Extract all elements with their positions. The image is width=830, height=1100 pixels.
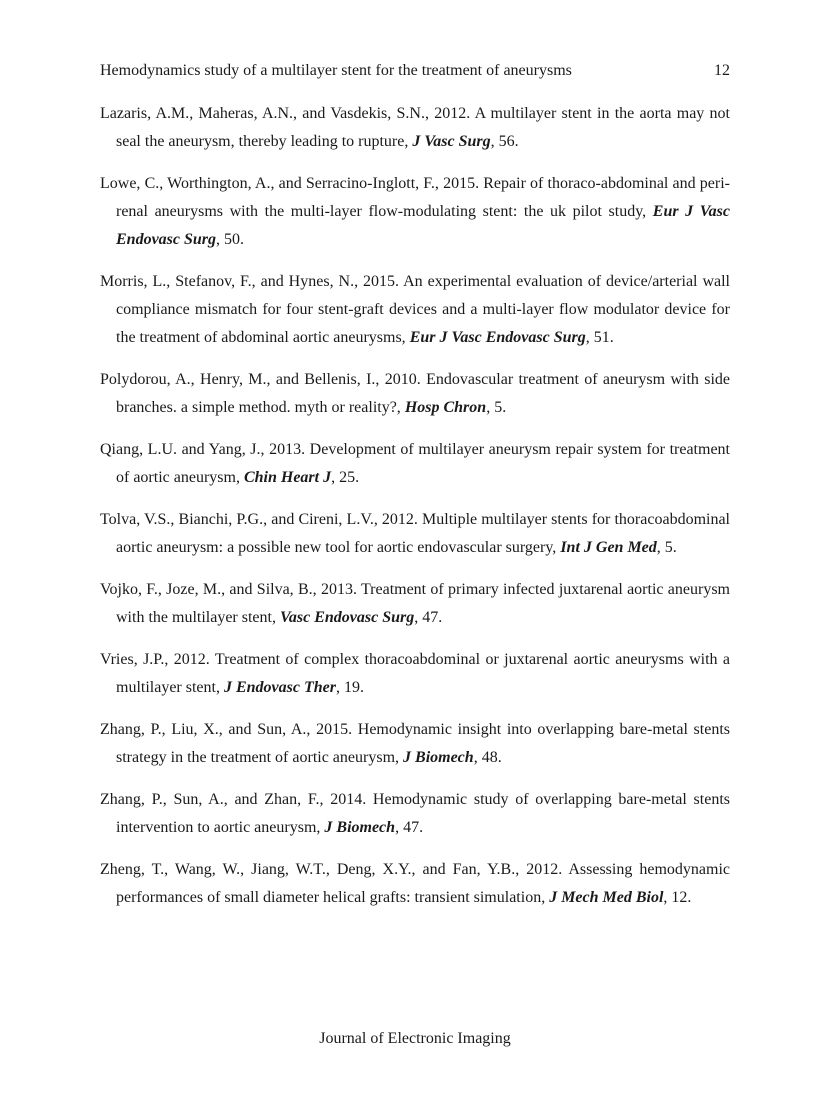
reference-journal: J Biomech xyxy=(403,749,474,766)
reference-volume: , 47. xyxy=(395,819,424,836)
reference-journal: J Vasc Surg xyxy=(412,133,491,150)
reference-text: Morris, L., Stefanov, F., and Hynes, N., 2015. An experimental evaluation of device/arterial wall compliance mismatch for four stent-graft devices and a multi-layer flow modulator device for the treatment of abdominal aortic aneurysms, xyxy=(100,273,730,346)
reference-item xyxy=(100,856,730,912)
reference-journal: Hosp Chron xyxy=(404,399,487,416)
reference-item xyxy=(100,786,730,842)
page-number: 12 xyxy=(714,62,730,79)
footer-journal-name: Journal of Electronic Imaging xyxy=(319,1030,511,1047)
reference-text: Zhang, P., Liu, X., and Sun, A., 2015. Hemodynamic insight into overlapping bare-metal stents strategy in the treatment of aortic aneurysm, xyxy=(100,721,730,766)
reference-item xyxy=(100,716,730,772)
reference-text: Vojko, F., Joze, M., and Silva, B., 2013. Treatment of primary infected juxtarenal aortic aneurysm with the multilayer stent, xyxy=(100,581,730,626)
reference-item xyxy=(100,646,730,702)
reference-journal: J Mech Med Biol xyxy=(549,889,664,906)
reference-item xyxy=(100,506,730,562)
reference-text: Polydorou, A., Henry, M., and Bellenis, I., 2010. Endovascular treatment of aneurysm with side branches. a simple method. myth or reality?, xyxy=(100,371,730,416)
reference-journal: J Biomech xyxy=(324,819,396,836)
header-title: Hemodynamics study of a multilayer stent for the treatment of aneurysms xyxy=(100,62,572,79)
reference-item xyxy=(100,170,730,254)
reference-text: Zheng, T., Wang, W., Jiang, W.T., Deng, X.Y., and Fan, Y.B., 2012. Assessing hemodynamic performances of small diameter helical grafts: transient simulation, xyxy=(100,861,730,906)
reference-text: Vries, J.P., 2012. Treatment of complex thoracoabdominal or juxtarenal aortic aneurysms with a multilayer stent, xyxy=(100,651,730,696)
reference-text: Lowe, C., Worthington, A., and Serracino-Inglott, F., 2015. Repair of thoraco-abdominal and peri-renal aneurysms with the multi-layer flow-modulating stent: the uk pilot study, xyxy=(100,175,730,220)
reference-volume: , 51. xyxy=(585,329,614,346)
reference-volume: , 48. xyxy=(473,749,502,766)
reference-volume: , 56. xyxy=(490,133,519,150)
reference-journal: Int J Gen Med xyxy=(560,539,657,556)
reference-text: Tolva, V.S., Bianchi, P.G., and Cireni, L.V., 2012. Multiple multilayer stents for thoracoabdominal aortic aneurysm: a possible new tool for aortic endovascular surgery, xyxy=(100,511,730,556)
running-header xyxy=(100,61,730,81)
reference-journal: Eur J Vasc Endovasc Surg xyxy=(116,203,730,248)
reference-item xyxy=(100,436,730,492)
reference-volume: , 47. xyxy=(414,609,443,626)
reference-volume: , 50. xyxy=(216,231,245,248)
reference-list xyxy=(100,100,730,926)
reference-journal: Eur J Vasc Endovasc Surg xyxy=(409,329,586,346)
reference-journal: Vasc Endovasc Surg xyxy=(279,609,415,626)
reference-text: Lazaris, A.M., Maheras, A.N., and Vasdekis, S.N., 2012. A multilayer stent in the aorta may not seal the aneurysm, thereby leading to rupture, xyxy=(100,105,730,150)
reference-volume: , 25. xyxy=(331,469,360,486)
reference-volume: , 5. xyxy=(656,539,677,556)
reference-journal: J Endovasc Ther xyxy=(223,679,336,696)
reference-item xyxy=(100,268,730,352)
reference-item xyxy=(100,366,730,422)
reference-volume: , 5. xyxy=(486,399,507,416)
reference-item xyxy=(100,100,730,156)
reference-item xyxy=(100,576,730,632)
reference-text: Qiang, L.U. and Yang, J., 2013. Development of multilayer aneurysm repair system for treatment of aortic aneurysm, xyxy=(100,441,730,486)
running-footer xyxy=(0,1029,830,1049)
reference-text: Zhang, P., Sun, A., and Zhan, F., 2014. Hemodynamic study of overlapping bare-metal stents intervention to aortic aneurysm, xyxy=(100,791,730,836)
reference-volume: , 19. xyxy=(335,679,364,696)
reference-volume: , 12. xyxy=(663,889,692,906)
reference-journal: Chin Heart J xyxy=(243,469,332,486)
